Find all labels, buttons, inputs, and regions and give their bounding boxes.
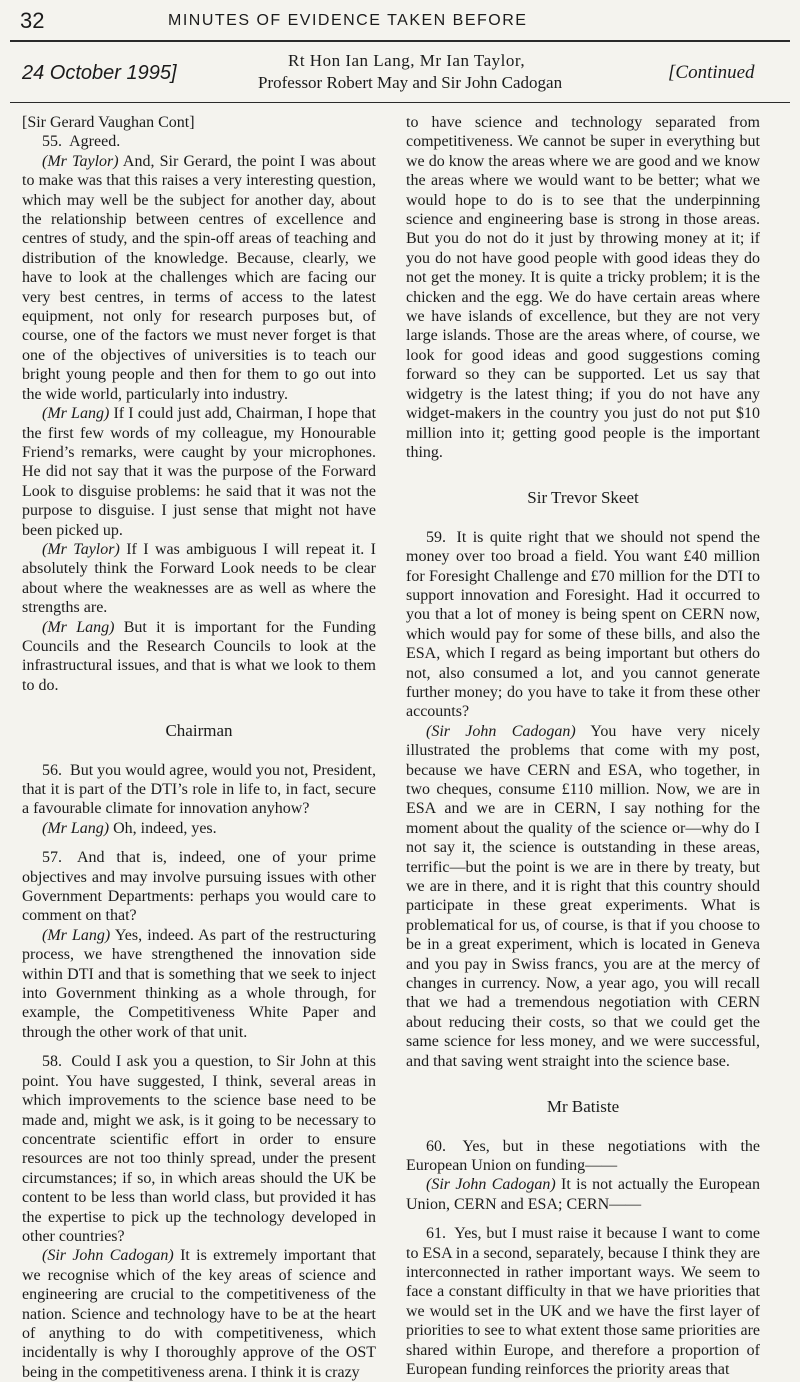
paragraph-text: Agreed.: [69, 133, 121, 151]
paragraph-text: It is quite right that we should not spend the money over too broad a field. You want £40 million for Foresight Challenge and £70 million for the DTI to support innovation and Foresight. Had it occurred to you that a lot of money is being spent on CERN now, which would pay for some of these bills, and also the ESA, which I regard as being important but others do not, also consumed a lot, and you cannot generate further money; do you have to take it from these other accounts?: [406, 528, 761, 721]
answer-paragraph: [22, 618, 376, 696]
answer-paragraph: [22, 540, 376, 618]
paragraph-61: [406, 1224, 760, 1379]
header-rule-bottom: [10, 102, 790, 103]
page-header: [18, 6, 782, 36]
answer-text: But it is important for the Funding Councils and the Research Councils to look at the infrastructural issues, and that is what we look to them to do.: [22, 618, 377, 694]
answer-text: You have very nicely illustrated the problems that come with my post, because we have CERN and ESA, who together, in two cheques, consume £110 million. Now, we are in ESA and we are in CERN, I say nothing for the moment about the quality of the science or—why do I not say it, the science is outstanding in these areas, terrific—but the point is we are in there by treaty, but we are in there, and it is right that this country should participate in these great experiments. What is problematical for us, of course, is that if you choose to be in a great experiment, which is located in Geneva and you pay in Swiss francs, you are at the mercy of changes in currency. Now, a year ago, you will recall that we had a tremendous negotiation with CERN about reducing their costs, so that we could get the same science for less money, and we were successful, and that saving went straight into the science base.: [406, 722, 761, 1070]
paragraph-55: [22, 132, 376, 151]
answer-text: Oh, indeed, yes.: [113, 819, 217, 837]
continued-speaker-heading: [Sir Gerard Vaughan Cont]: [22, 114, 195, 131]
paragraph-number: 61.: [426, 1225, 446, 1243]
witness-line-1: Rt Hon Ian Lang, Mr Ian Taylor,: [288, 51, 526, 70]
answer-paragraph: [22, 926, 376, 1042]
speaker-name: (Mr Lang): [42, 926, 111, 944]
speaker-name: (Sir John Cadogan): [426, 722, 576, 740]
answer-paragraph: [22, 152, 376, 404]
paragraph-number: 55.: [42, 133, 62, 151]
speaker-name: (Mr Lang): [42, 819, 110, 837]
answer-paragraph: [406, 722, 760, 1071]
section-heading-mr-batiste: Mr Batiste: [546, 1097, 620, 1117]
paragraph-text: Yes, but I must raise it because I want to come to ESA in a second, separately, because I think they are interconnected in rather important ways. We seem to face a constant difficulty in that we have priorities that we would set in the UK and we have the first layer of priorities to see to what extent those same priorities are shared within Europe, and therefore a proportion of European funding reinforces the priority areas that: [406, 1225, 761, 1378]
paragraph-56: [22, 761, 376, 819]
speaker-name: (Mr Taylor): [42, 540, 120, 558]
left-column: [22, 113, 376, 1382]
answer-text: If I could just add, Chairman, I hope that the first few words of my colleague, my Honourable Friend’s remarks, were caught by your microphones. He did not say that it was the purpose of the Forward Look to disguise problems: he said that it was not the purpose to disguise. I just sense that might not have been picked up.: [22, 405, 377, 539]
paragraph-number: 56.: [42, 761, 62, 779]
answer-text: It is not actually the European Union, CERN and ESA; CERN——: [406, 1176, 760, 1213]
paragraph-number: 59.: [426, 528, 446, 546]
speaker-name: (Sir John Cadogan): [426, 1176, 556, 1194]
answer-text: It is extremely important that we recognise which of the key areas of science and engineering are crucial to the competitiveness of the nation. Science and technology have to be at the heart of anything to do with competitiveness, which incidentally is why I thoroughly approve of the OST being in the competitiveness arena. I think it is crazy: [22, 1247, 376, 1381]
paragraph-number: 58.: [42, 1053, 62, 1071]
paragraph-60: [406, 1137, 760, 1176]
answer-paragraph: [22, 1246, 376, 1382]
paragraph-text: But you would agree, would you not, President, that it is part of the DTI’s role in life to, in fact, secure a favourable climate for innovation anyhow?: [22, 761, 376, 818]
answer-text: And, Sir Gerard, the point I was about to make was that this raises a very interesting question, which may well be the subject for another day, about the relationship between centres of excellence and centres of study, and the spin-off areas of teaching and distribution of the knowledge. Because, clearly, we have to look at the challenges which are facing our very best centres, in terms of access to the latest equipment, not only for research purposes but, of course, one of the factors we must never forget is that one of the objectives of universities is to teach our bright young people and then for them to go out into the wide world, particularly into industry.: [22, 152, 376, 403]
right-column: [406, 113, 760, 1379]
witness-line-2: Professor Robert May and Sir John Cadogan: [258, 73, 563, 92]
page-number: 32: [20, 8, 45, 33]
speaker-name: (Sir John Cadogan): [42, 1247, 174, 1265]
answer-paragraph: [406, 1175, 760, 1214]
header-rule-top: [10, 40, 790, 42]
answer-text: Yes, indeed. As part of the restructuring process, we have strengthened the innovation side within DTI and that is something that we seek to inject into Government thinking as a whole through, for example, the Competitiveness White Paper and through the other work of that unit.: [22, 926, 377, 1041]
witness-list: [258, 50, 562, 94]
answer-text: If I was ambiguous I will repeat it. I absolutely think the Forward Look needs to be clear about where the weaknesses are as well as where the strengths are.: [22, 540, 376, 617]
running-head: MINUTES OF EVIDENCE TAKEN BEFORE: [168, 12, 528, 29]
speaker-name: (Mr Taylor): [42, 152, 119, 170]
paragraph-text: Could I ask you a question, to Sir John at this point. You have suggested, I think, several areas in which improvements to the science base need to be made and, might we ask, is it going to be necessary to concentrate scientific effort in order to ensure resources are not too thinly spread, under the present circumstances; if so, in which areas should the UK be content to be less than world class, but provided it has the expertise to pick up the technology developed in other countries?: [22, 1053, 376, 1245]
answer-paragraph: [22, 819, 376, 838]
speaker-name: (Mr Lang): [42, 618, 115, 636]
paragraph-number: 60.: [426, 1137, 446, 1155]
paragraph-58: [22, 1052, 376, 1246]
paragraph-59: [406, 528, 760, 722]
section-heading-chairman: Chairman: [165, 721, 233, 741]
session-date: 24 October 1995]: [22, 62, 177, 84]
speaker-name: (Mr Lang): [42, 405, 110, 423]
continued-label: [Continued: [668, 62, 755, 83]
answer-continuation: to have science and technology separated from competitiveness. We cannot be super in everything but we do know the areas where we are good and we know the areas where we would want to be better; what we would hope to do is to see that the underpinning science and engineering base is strong in those areas. But you do not do it just by throwing money at it; if you do not have good people with good ideas they do not get the money. It is quite a tricky problem; it is the chicken and the egg. We do have certain areas where we have islands of excellence, but they are not very large islands. Those are the areas where, of course, we look for good ideas and good suggestions coming forward so they can be supported. Let us say that widgetry is the latest thing; if you do not have any widget-makers in the country you just do not put $10 million into it; getting good people is the important thing.: [406, 114, 760, 461]
paragraph-57: [22, 848, 376, 926]
paragraph-number: 57.: [42, 849, 62, 867]
paragraph-text: Yes, but in these negotiations with the European Union on funding——: [406, 1137, 761, 1174]
section-heading-sir-trevor-skeet: Sir Trevor Skeet: [527, 488, 639, 508]
answer-paragraph: [22, 404, 376, 540]
paragraph-text: And that is, indeed, one of your prime objectives and may involve pursuing issues with other Government Departments: perhaps you would care to comment on that?: [22, 849, 376, 925]
